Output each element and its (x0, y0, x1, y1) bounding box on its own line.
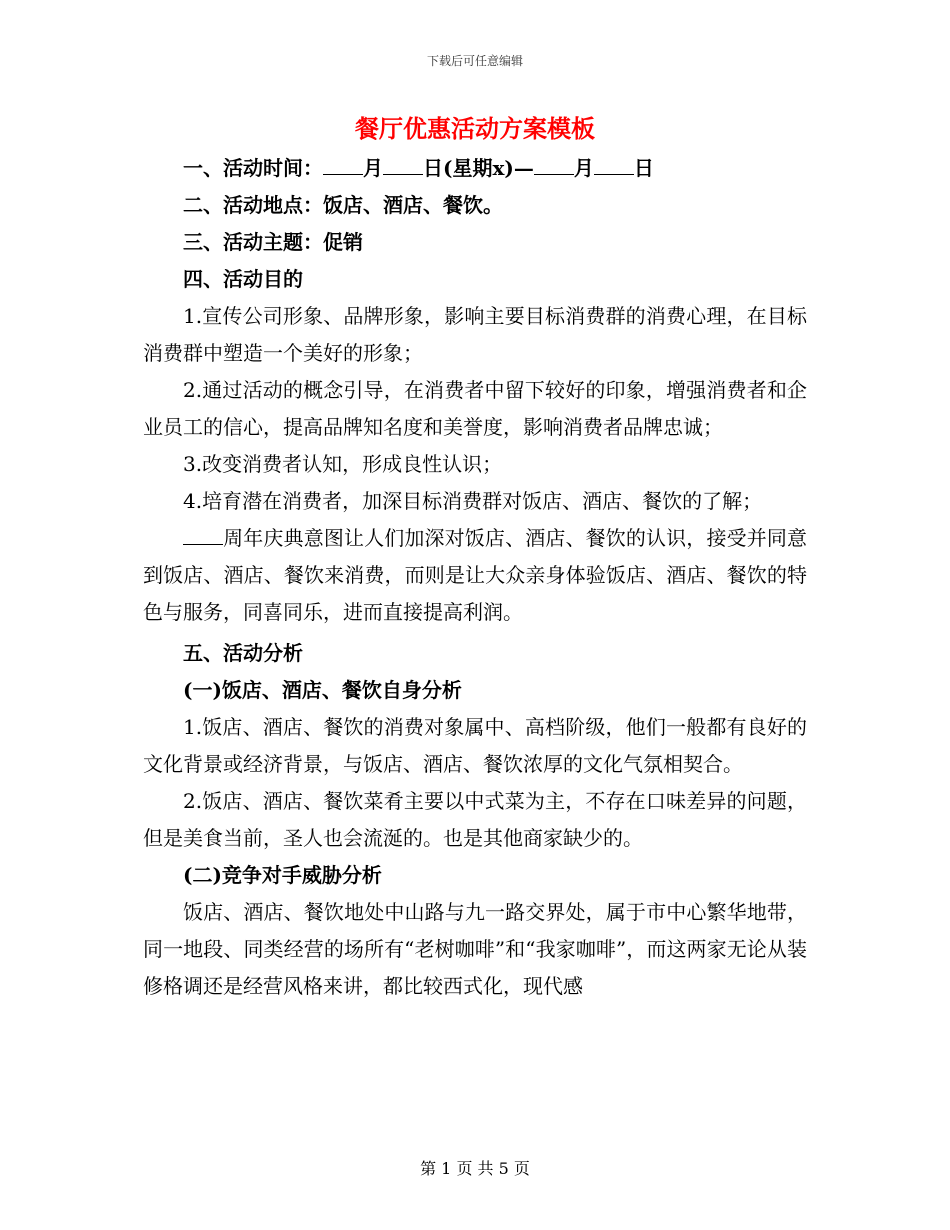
section-purpose-heading: 四、活动目的 (183, 267, 303, 291)
purpose-paragraph-5 (143, 520, 807, 631)
competitor-analysis-paragraph-1: 饭店、酒店、餐饮地处中山路与九一路交界处，属于市中心繁华地带，同一地段、同类经营的场所有“老树咖啡”和“我家咖啡”，而这两家无论从装修格调还是经营风格来讲，都比较西式化，现代感 (143, 900, 807, 998)
document-body (143, 150, 807, 1005)
self-analysis-paragraph-1: 1.饭店、酒店、餐饮的消费对象属中、高档阶级，他们一般都有良好的文化背景或经济背景，与饭店、酒店、餐饮浓厚的文化气氛相契合。 (143, 715, 807, 776)
self-analysis-paragraph-2: 2.饭店、酒店、餐饮菜肴主要以中式菜为主，不存在口味差异的问题，但是美食当前，圣人也会流涎的。也是其他商家缺少的。 (143, 789, 807, 850)
purpose-paragraph-2: 2.通过活动的概念引导，在消费者中留下较好的印象，增强消费者和企业员工的信心，提高品牌知名度和美誉度，影响消费者品牌忠诚； (143, 378, 807, 439)
competitor-analysis-heading: (二)竞争对手威胁分析 (183, 863, 382, 887)
blank-day-end (594, 156, 634, 175)
purpose-paragraph-5-text: 周年庆典意图让人们加深对饭店、酒店、餐饮的认识，接受并同意到饭店、酒店、餐饮来消费，而则是让大众亲身体验饭店、酒店、餐饮的特色与服务，同喜同乐，进而直接提高利润。 (143, 526, 807, 624)
blank-month-start (323, 156, 363, 175)
time-day-2: 日 (633, 156, 654, 180)
blank-day-start (383, 156, 423, 175)
page-header: 下载后可任意编辑 (426, 54, 523, 68)
blank-month-end (534, 156, 574, 175)
section-activity-place: 二、活动地点：饭店、酒店、餐饮。 (183, 193, 503, 217)
time-label: 一、活动时间： (183, 156, 323, 180)
blank-anniversary (183, 526, 223, 545)
time-month-2: 月 (573, 156, 594, 180)
self-analysis-heading: (一)饭店、酒店、餐饮自身分析 (183, 678, 462, 702)
purpose-paragraph-3: 3.改变消费者认知，形成良性认识； (183, 452, 503, 476)
document-title: 餐厅优惠活动方案模板 (355, 114, 595, 143)
purpose-paragraph-4: 4.培育潜在消费者，加深目标消费群对饭店、酒店、餐饮的了解； (183, 489, 763, 513)
section-activity-theme: 三、活动主题：促销 (183, 230, 363, 254)
time-month-1: 月 (363, 156, 383, 180)
time-day-1: 日(星期x)— (423, 156, 534, 180)
purpose-paragraph-1: 1.宣传公司形象、品牌形象，影响主要目标消费群的消费心理，在目标消费群中塑造一个美好的形象； (143, 304, 807, 365)
page-footer: 第 1 页 共 5 页 (420, 1159, 530, 1178)
section-activity-time (143, 150, 807, 187)
section-analysis-heading: 五、活动分析 (183, 641, 303, 665)
